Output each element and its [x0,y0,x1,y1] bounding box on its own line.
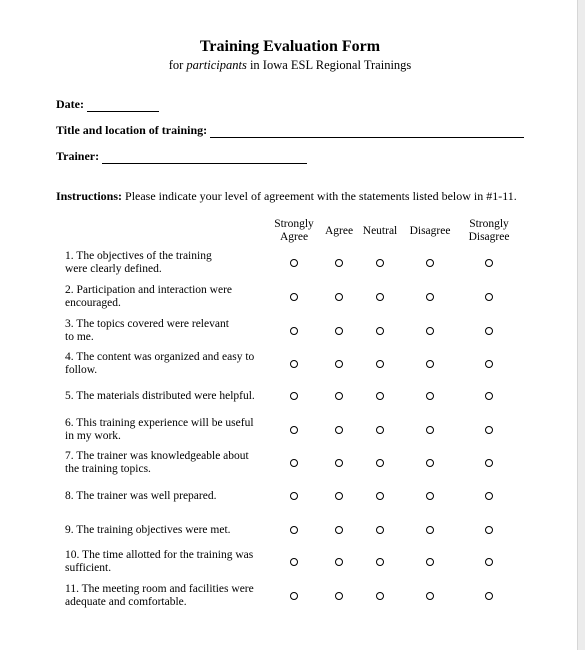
statement-line1: 7. The trainer was knowledgeable about [65,450,249,462]
statement-line1: 8. The trainer was well prepared. [65,490,217,502]
date-blank-line[interactable] [87,100,159,112]
statement-line1: 10. The time allotted for the training was [65,549,254,561]
rating-radio-0[interactable] [290,459,298,467]
statement-text [65,583,270,609]
rating-radio-1[interactable] [335,360,343,368]
rating-radio-2[interactable] [376,360,384,368]
statement-row [0,549,577,583]
statement-line2: to me. [65,331,94,343]
rating-radio-4[interactable] [485,327,493,335]
statement-line2: were clearly defined. [65,263,162,275]
rating-radio-3[interactable] [426,526,434,534]
column-header-line1: Agree [324,225,354,237]
rating-radio-3[interactable] [426,459,434,467]
rating-radio-2[interactable] [376,392,384,400]
title-location-blank-line[interactable] [210,126,524,138]
statement-line1: 3. The topics covered were relevant [65,318,229,330]
statement-text [65,284,270,310]
rating-radio-0[interactable] [290,327,298,335]
statement-row [0,250,577,284]
rating-radio-1[interactable] [335,259,343,267]
rating-radio-1[interactable] [335,426,343,434]
rating-radio-3[interactable] [426,592,434,600]
statement-line2: follow. [65,364,98,376]
rating-radio-1[interactable] [335,392,343,400]
statement-line1: 11. The meeting room and facilities were [65,583,254,595]
rating-radio-1[interactable] [335,526,343,534]
statement-line1: 5. The materials distributed were helpful. [65,390,255,402]
rating-radio-2[interactable] [376,426,384,434]
statement-line1: 9. The training objectives were met. [65,524,231,536]
form-title: Training Evaluation Form [199,38,381,55]
statement-row [0,417,577,451]
column-header-0 [274,218,314,244]
statement-text [65,390,270,403]
column-header-1 [325,225,353,238]
column-header-line1: Neutral [362,225,398,237]
statement-line1: 6. This training experience will be useful [65,417,254,429]
form-subtitle [0,58,580,73]
statement-line2: adequate and comfortable. [65,596,187,608]
trainer-blank-line[interactable] [102,152,307,164]
rating-radio-1[interactable] [335,558,343,566]
statement-text [65,250,270,276]
rating-radio-2[interactable] [376,526,384,534]
rating-radio-0[interactable] [290,558,298,566]
statement-line2: in my work. [65,430,121,442]
statement-line2: encouraged. [65,297,121,309]
column-header-3 [410,225,451,238]
rating-radio-4[interactable] [485,426,493,434]
rating-radio-3[interactable] [426,426,434,434]
statement-row [0,489,577,523]
statement-line1: 2. Participation and interaction were [65,284,233,296]
rating-radio-4[interactable] [485,526,493,534]
rating-radio-3[interactable] [426,360,434,368]
rating-radio-4[interactable] [485,259,493,267]
rating-radio-1[interactable] [335,293,343,301]
rating-radio-3[interactable] [426,327,434,335]
statement-row [0,318,577,352]
rating-radio-2[interactable] [376,327,384,335]
rating-radio-4[interactable] [485,558,493,566]
date-field[interactable] [56,97,159,112]
rating-radio-4[interactable] [485,492,493,500]
rating-radio-0[interactable] [290,592,298,600]
rating-radio-0[interactable] [290,360,298,368]
rating-radio-3[interactable] [426,492,434,500]
column-header-line1: Strongly [274,218,314,230]
statement-line1: 1. The objectives of the training [65,250,212,262]
title-location-field[interactable] [56,123,524,138]
column-header-2 [363,225,397,238]
statement-row [0,450,577,484]
rating-radio-2[interactable] [376,558,384,566]
date-label: Date: [56,97,84,111]
statement-text [65,351,270,377]
title-location-label: Title and location of training: [56,123,208,137]
statement-text [65,318,270,344]
statement-text [65,450,270,476]
subtitle-for: for [168,58,184,72]
subtitle-rest: in Iowa ESL Regional Trainings [249,58,412,72]
column-header-line1: Disagree [409,225,451,237]
subtitle-participants: participants [186,58,247,72]
rating-radio-4[interactable] [485,459,493,467]
rating-radio-3[interactable] [426,558,434,566]
statement-text [65,490,270,503]
statement-text [65,549,270,575]
rating-radio-3[interactable] [426,392,434,400]
instructions-label: Instructions: [56,189,123,203]
rating-radio-1[interactable] [335,592,343,600]
rating-radio-4[interactable] [485,592,493,600]
rating-radio-3[interactable] [426,259,434,267]
statement-line2: the training topics. [65,463,151,475]
rating-radio-0[interactable] [290,526,298,534]
statement-row [0,583,577,617]
rating-radio-0[interactable] [290,392,298,400]
rating-radio-0[interactable] [290,492,298,500]
statement-text [65,524,270,537]
statement-text [65,417,270,443]
rating-radio-1[interactable] [335,327,343,335]
rating-radio-2[interactable] [376,492,384,500]
statement-row [0,351,577,385]
rating-radio-1[interactable] [335,492,343,500]
rating-radio-3[interactable] [426,293,434,301]
rating-radio-1[interactable] [335,459,343,467]
instructions [56,189,517,204]
statement-row [0,284,577,318]
instructions-text: Please indicate your level of agreement with the statements listed below in #1-11. [125,189,517,203]
statement-line2: sufficient. [65,562,112,574]
column-header-line2: Disagree [468,231,510,243]
rating-radio-4[interactable] [485,392,493,400]
rating-radio-2[interactable] [376,293,384,301]
rating-radio-4[interactable] [485,293,493,301]
column-header-4 [469,218,510,244]
rating-radio-0[interactable] [290,426,298,434]
statement-line1: 4. The content was organized and easy to [65,351,255,363]
rating-radio-0[interactable] [290,259,298,267]
rating-radio-0[interactable] [290,293,298,301]
rating-radio-2[interactable] [376,592,384,600]
column-header-line1: Strongly [469,218,509,230]
trainer-field[interactable] [56,149,307,164]
trainer-label: Trainer: [56,149,100,163]
column-header-line2: Agree [279,231,309,243]
rating-radio-4[interactable] [485,360,493,368]
rating-radio-2[interactable] [376,459,384,467]
rating-radio-2[interactable] [376,259,384,267]
